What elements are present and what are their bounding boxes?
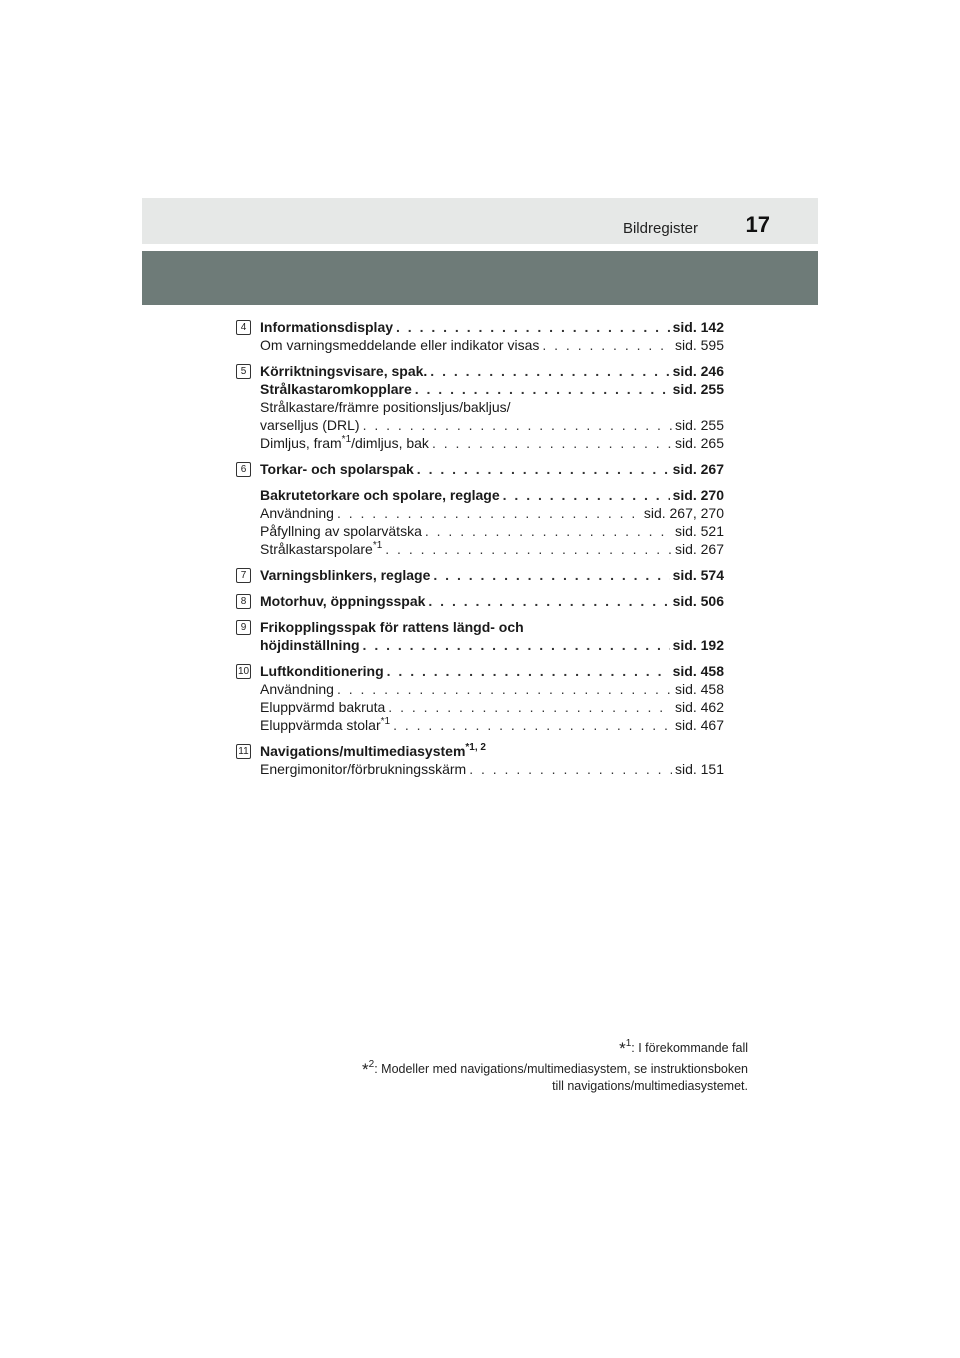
footnote-reference: *1 — [341, 434, 352, 445]
index-line — [260, 618, 724, 636]
page-reference: sid. 467 — [674, 717, 724, 733]
index-label-text: Frikopplingsspak för rattens längd- och — [260, 619, 524, 635]
index-label — [260, 434, 429, 452]
index-label — [260, 540, 382, 558]
dot-leader — [337, 504, 641, 522]
page-header — [142, 198, 818, 244]
index-line — [260, 540, 724, 558]
dot-leader — [393, 716, 672, 734]
callout-number-icon: 8 — [236, 594, 251, 609]
index-entry — [236, 618, 724, 654]
index-label-text: varselljus (DRL) — [260, 417, 360, 433]
index-label-text: Strålkastarspolare — [260, 541, 373, 557]
footnote-number: 2 — [368, 1059, 375, 1070]
dot-leader — [396, 318, 670, 336]
index-entry — [236, 460, 724, 558]
section-title: Bildregister — [622, 220, 698, 237]
index-label-text: Om varningsmeddelande eller indikator visas — [260, 337, 540, 353]
asterisk-mark: * — [362, 1060, 369, 1079]
index-entry — [236, 318, 724, 354]
index-label — [260, 619, 524, 635]
dot-leader — [417, 460, 670, 478]
index-line — [260, 318, 724, 336]
dot-leader — [469, 760, 672, 778]
footnote-text-continuation: till navigations/multimediasystemet. — [552, 1079, 748, 1093]
footnote — [362, 1040, 748, 1057]
callout-number-icon: 7 — [236, 568, 251, 583]
index-label-text: Dimljus, fram — [260, 435, 342, 451]
index-label — [260, 743, 486, 759]
callout-number-icon: 5 — [236, 364, 251, 379]
index-entry — [236, 662, 724, 734]
index-entry — [236, 362, 724, 452]
index-line — [260, 434, 724, 452]
index-line — [260, 522, 724, 540]
index-line — [260, 336, 724, 354]
page-reference: sid. 192 — [672, 637, 724, 653]
page-reference: sid. 265 — [674, 435, 724, 451]
index-line — [260, 760, 724, 778]
dot-leader — [337, 680, 672, 698]
index-label-text: Påfyllning av spolarvätska — [260, 523, 422, 539]
page-reference: sid. 506 — [672, 593, 724, 609]
index-label — [260, 416, 360, 434]
page-number: 17 — [745, 212, 770, 237]
index-line — [260, 636, 724, 654]
dot-leader — [503, 486, 670, 504]
index-label-text: Motorhuv, öppningsspak — [260, 593, 426, 609]
dot-leader — [363, 636, 670, 654]
index-label — [260, 680, 334, 698]
footnotes — [362, 1040, 748, 1099]
page-reference: sid. 521 — [674, 523, 724, 539]
page-reference: sid. 462 — [674, 699, 724, 715]
index-line — [260, 486, 724, 504]
page-reference: sid. 270 — [672, 487, 724, 503]
footnote-reference: *1, 2 — [465, 742, 486, 753]
index-label — [260, 662, 384, 680]
page-reference: sid. 246 — [672, 363, 724, 379]
index-label — [260, 362, 427, 380]
index-line — [260, 566, 724, 584]
index-line — [260, 716, 724, 734]
index-label-text: Varningsblinkers, reglage — [260, 567, 431, 583]
dot-leader — [542, 336, 672, 354]
footnote-reference: *1 — [372, 540, 383, 551]
footnote — [362, 1061, 748, 1095]
index-entry — [236, 742, 724, 778]
callout-number-icon: 11 — [236, 744, 251, 759]
index-line — [260, 460, 724, 478]
index-line — [260, 662, 724, 680]
index-label-text: Körriktningsvisare, spak. — [260, 363, 428, 379]
index-label-text: /dimljus, bak — [351, 435, 429, 451]
page-reference: sid. 595 — [674, 337, 724, 353]
footnote-reference: *1 — [380, 716, 391, 727]
header-band — [142, 251, 818, 305]
dot-leader — [415, 380, 670, 398]
index-label — [260, 716, 390, 734]
page-reference: sid. 255 — [672, 381, 724, 397]
dot-leader — [387, 662, 670, 680]
index-label — [260, 380, 412, 398]
dot-leader — [428, 592, 669, 610]
index-label — [260, 522, 422, 540]
dot-leader — [363, 416, 672, 434]
index-label-text: Navigations/multimediasystem — [260, 743, 466, 759]
index-label-text: Strålkastare/främre positionsljus/bakljus/ — [260, 399, 511, 415]
callout-number-icon: 9 — [236, 620, 251, 635]
page-reference: sid. 458 — [672, 663, 724, 679]
page-reference: sid. 458 — [674, 681, 724, 697]
index-line — [260, 416, 724, 434]
index-label-text: Luftkonditionering — [260, 663, 384, 679]
callout-number-icon: 4 — [236, 320, 251, 335]
index-label-text: höjdinställning — [260, 637, 360, 653]
page-reference: sid. 574 — [672, 567, 724, 583]
index-label-text: Energimonitor/förbrukningsskärm — [260, 761, 467, 777]
index-label-text: Strålkastaromkopplare — [260, 381, 412, 397]
dot-leader — [388, 698, 672, 716]
index-entry — [236, 566, 724, 584]
index-label — [260, 486, 500, 504]
dot-leader — [432, 434, 672, 452]
index-entries — [236, 318, 724, 786]
page-reference: sid. 267 — [672, 461, 724, 477]
footnote-text: : I förekommande fall — [631, 1041, 748, 1055]
index-line — [260, 398, 724, 416]
index-label-text: Informationsdisplay — [260, 319, 394, 335]
index-label-text: Användning — [260, 681, 334, 697]
dot-leader — [433, 566, 669, 584]
callout-number-icon: 6 — [236, 462, 251, 477]
index-label — [260, 460, 414, 478]
index-label — [260, 504, 334, 522]
index-label — [260, 698, 385, 716]
asterisk-mark: * — [619, 1039, 626, 1058]
index-line — [260, 742, 724, 760]
index-label — [260, 336, 539, 354]
index-label — [260, 399, 511, 415]
index-label-text: Eluppvärmd bakruta — [260, 699, 386, 715]
index-line — [260, 680, 724, 698]
index-label-text: Bakrutetorkare och spolare, reglage — [260, 487, 500, 503]
index-line — [260, 698, 724, 716]
dot-leader — [430, 362, 669, 380]
index-label-text: Eluppvärmda stolar — [260, 717, 381, 733]
page-reference: sid. 142 — [672, 319, 724, 335]
index-label — [260, 566, 430, 584]
index-label — [260, 592, 425, 610]
index-label-text: Torkar- och spolarspak — [260, 461, 414, 477]
page-reference: sid. 267 — [674, 541, 724, 557]
footnote-text: : Modeller med navigations/multimediasystem, se instruktionsboken — [374, 1062, 748, 1076]
callout-number-icon: 10 — [237, 666, 250, 677]
index-label — [260, 318, 393, 336]
index-line — [260, 362, 724, 380]
index-label — [260, 760, 466, 778]
page-reference: sid. 267, 270 — [643, 505, 724, 521]
page-reference: sid. 151 — [674, 761, 724, 777]
index-label-text: Användning — [260, 505, 334, 521]
index-line — [260, 592, 724, 610]
index-line — [260, 504, 724, 522]
dot-leader — [385, 540, 672, 558]
index-label — [260, 636, 360, 654]
index-entry — [236, 592, 724, 610]
footnote-number: 1 — [625, 1038, 632, 1049]
dot-leader — [425, 522, 672, 540]
page-reference: sid. 255 — [674, 417, 724, 433]
index-line — [260, 380, 724, 398]
